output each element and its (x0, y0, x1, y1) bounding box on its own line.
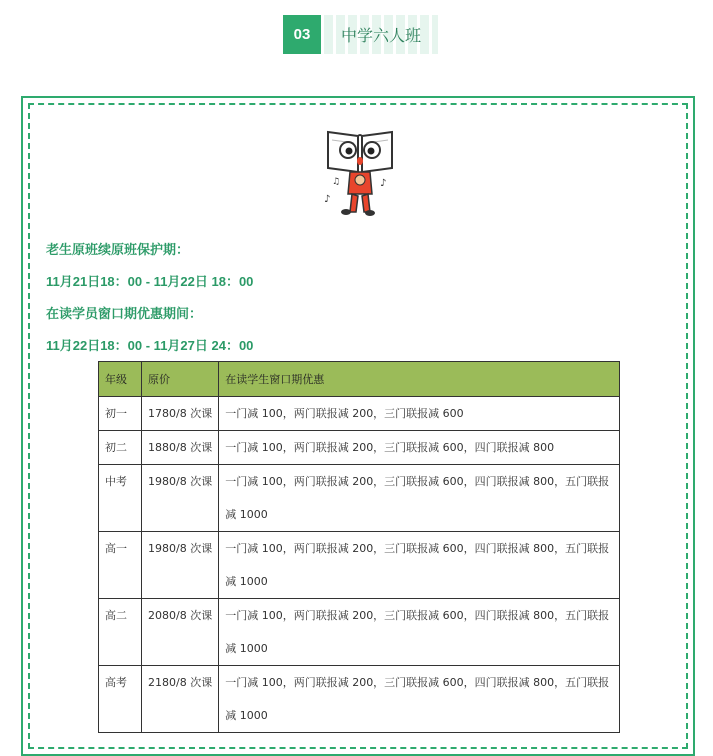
discount-cell: 一门减 100，两门联报减 200，三门联报减 600，四门联报减 800 (219, 431, 620, 465)
discount-cell: 一门减 100，两门联报减 200，三门联报减 600，四门联报减 800，五门联报减 1000 (219, 666, 620, 733)
table-row (99, 431, 620, 465)
grade-cell: 高二 (99, 599, 142, 666)
price-cell: 2180/8 次课 (142, 666, 219, 733)
svg-text:♪: ♪ (324, 194, 331, 205)
price-cell: 1980/8 次课 (142, 465, 219, 532)
discount-cell: 一门减 100，两门联报减 200，三门联报减 600 (219, 397, 620, 431)
discount-cell: 一门减 100，两门联报减 200，三门联报减 600，四门联报减 800，五门联报减 1000 (219, 532, 620, 599)
discount-cell: 一门减 100，两门联报减 200，三门联报减 600，四门联报减 800，五门联报减 1000 (219, 599, 620, 666)
discount-cell: 一门减 100，两门联报减 200，三门联报减 600，四门联报减 800，五门联报减 1000 (219, 465, 620, 532)
price-table (98, 361, 620, 733)
header-price: 原价 (142, 362, 219, 397)
grade-cell: 高一 (99, 532, 142, 599)
grade-cell: 高考 (99, 666, 142, 733)
section-title: 中学六人班 (324, 15, 438, 54)
header-discount: 在读学生窗口期优惠 (219, 362, 620, 397)
discount-period-label: 在读学员窗口期优惠期间： (46, 306, 203, 321)
price-cell: 1780/8 次课 (142, 397, 219, 431)
header-grade: 年级 (99, 362, 142, 397)
discount-period-time: 11月22日18：00 - 11月27日 24：00 (46, 338, 254, 353)
table-header-row (99, 362, 620, 397)
grade-cell: 初一 (99, 397, 142, 431)
price-cell: 1880/8 次课 (142, 431, 219, 465)
section-number: 03 (283, 15, 321, 54)
svg-text:♫: ♫ (332, 177, 341, 187)
table-row (99, 666, 620, 733)
book-mascot-icon (322, 126, 398, 218)
table-row (99, 465, 620, 532)
grade-cell: 中考 (99, 465, 142, 532)
price-cell: 2080/8 次课 (142, 599, 219, 666)
table-row (99, 599, 620, 666)
table-row (99, 532, 620, 599)
svg-text:♪: ♪ (380, 178, 387, 189)
grade-cell: 初二 (99, 431, 142, 465)
table-row (99, 397, 620, 431)
renewal-period-label: 老生原班续原班保护期： (46, 242, 190, 257)
renewal-period-time: 11月21日18：00 - 11月22日 18：00 (46, 274, 254, 289)
price-cell: 1980/8 次课 (142, 532, 219, 599)
section-header (283, 15, 438, 54)
